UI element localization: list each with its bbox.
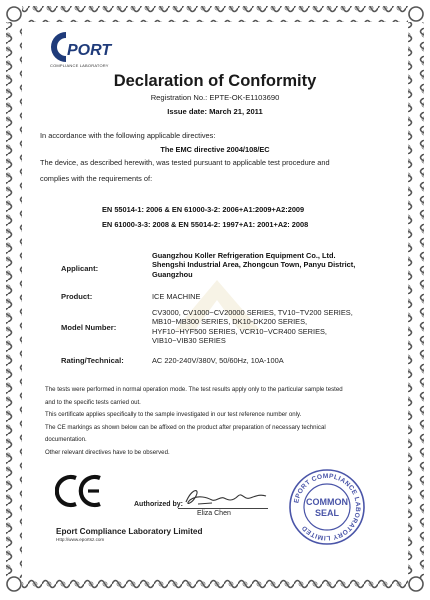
- standard-line-2: EN 61000-3-3: 2008 & EN 55014-2: 1997+A1: 2001+A2: 2008: [102, 220, 309, 229]
- seal-center-line-1: COMMON: [306, 497, 348, 507]
- logo-subtitle: COMPLIANCE LABORATORY: [50, 63, 109, 68]
- rating-value: AC 220-240V/380V, 50/60Hz, 10A-100A: [152, 356, 284, 365]
- issuer-company-name: Eport Compliance Laboratory Limited: [56, 527, 203, 536]
- seal-center-line-2: SEAL: [314, 508, 340, 518]
- notes-block: [45, 384, 390, 459]
- emc-directive: The EMC directive 2004/108/EC: [160, 145, 270, 154]
- document-title: Declaration of Conformity: [113, 72, 317, 90]
- device-statement-line-1: The device, as described herewith, was tested pursuant to applicable test procedure and: [40, 158, 330, 167]
- applicant-line: Guangzhou Koller Refrigeration Equipment Co., Ltd.: [152, 251, 336, 260]
- note-line: and to the specific tests carried out.: [45, 398, 141, 406]
- model-line: CV3000, CV1000~CV20000 SERIES, TV10~TV200 SERIES,: [152, 308, 353, 317]
- note-line: This certificate applies specifically to the sample investigated in our test reference number only.: [45, 411, 302, 418]
- intro-text: In accordance with the following applicable directives:: [40, 131, 216, 140]
- seal-outer-text: EPORT COMPLIANCE LABORATORY LIMITED: [293, 472, 362, 542]
- applicant-label: Applicant:: [61, 264, 99, 273]
- signer-name: Eliza Chen: [197, 510, 231, 517]
- model-number-label: Model Number:: [61, 323, 117, 332]
- applicant-line: Guangzhou: [152, 269, 193, 279]
- logo-brand-text: PORT: [67, 42, 112, 59]
- note-line: documentation.: [45, 436, 87, 443]
- applicant-line: Shengshi Industrial Area, Zhongcun Town, Panyu District,: [152, 260, 356, 270]
- product-label: Product:: [61, 292, 93, 301]
- note-line: Other relevant directives have to be observed.: [45, 448, 170, 456]
- signature: [178, 484, 270, 510]
- model-number-value: [152, 308, 353, 346]
- rating-label: Rating/Technical:: [61, 356, 124, 365]
- model-line: MB10~MB300 SERIES, DK10-DK200 SERIES,: [152, 317, 308, 327]
- note-line: The CE markings as shown below can be affixed on the product after preparation of necessary technical: [45, 423, 326, 431]
- signature-line: [178, 508, 268, 509]
- product-value: ICE MACHINE: [152, 292, 201, 301]
- issuer-url: Http://www.eportsz.com: [56, 537, 105, 542]
- registration-number: Registration No.: EPTE-OK-E1103690: [150, 93, 280, 102]
- issue-date: Issue date: March 21, 2011: [167, 107, 263, 116]
- model-line: HYF10~HYF500 SERIES, VCR10~VCR400 SERIES,: [152, 326, 327, 336]
- common-seal-stamp: [287, 467, 367, 547]
- note-line: The tests were performed in normal operation mode. The test results apply only to the particular sample tested: [45, 386, 343, 393]
- ce-mark-icon: [55, 474, 105, 508]
- device-statement-line-2: complies with the requirements of:: [40, 174, 153, 183]
- authorized-by-label: Authorized by:: [134, 501, 183, 508]
- standard-line-1: EN 55014-1: 2006 & EN 61000-3-2: 2006+A1:2009+A2:2009: [102, 205, 305, 214]
- eport-logo: [50, 30, 114, 64]
- applicant-value: [152, 251, 355, 279]
- model-line: VIB10~VIB30 SERIES: [152, 336, 226, 346]
